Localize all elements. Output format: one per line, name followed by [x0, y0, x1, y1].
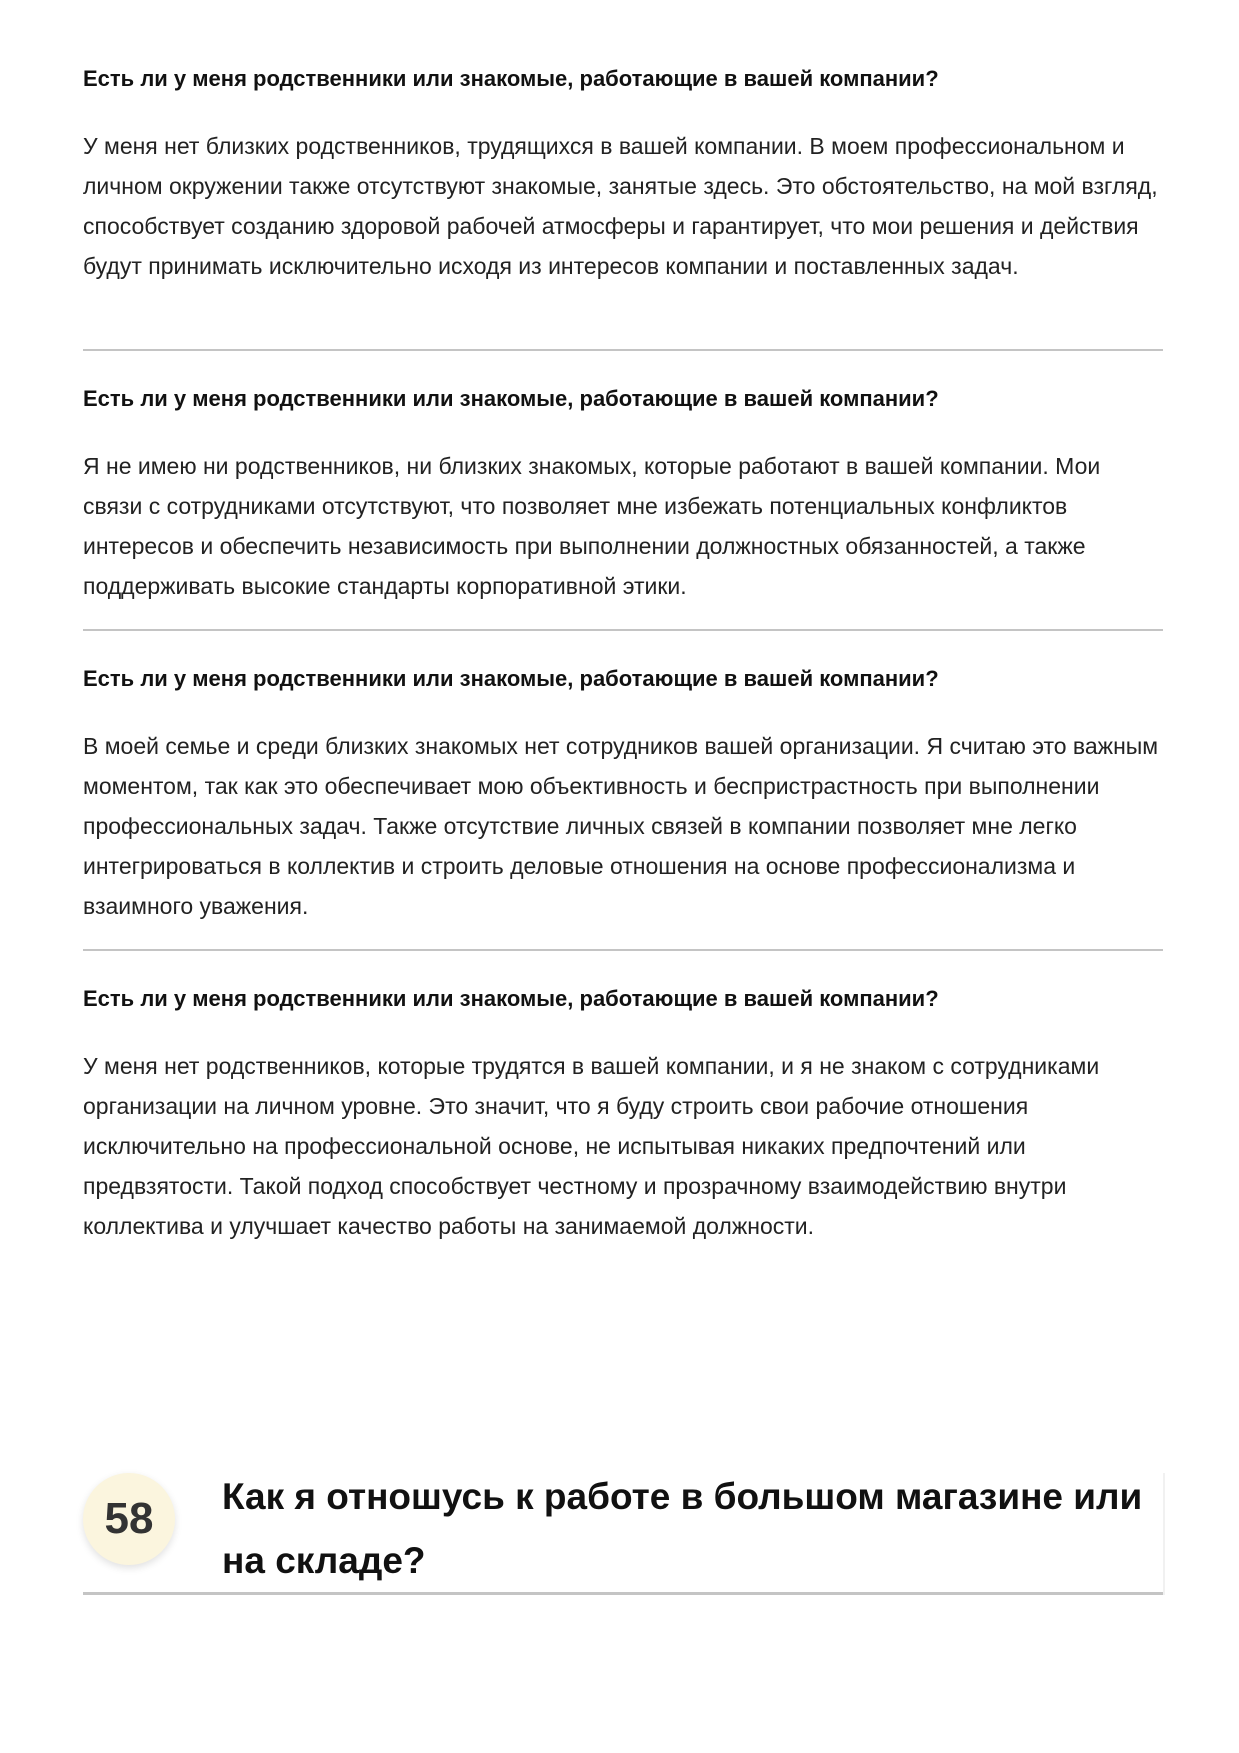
section-title: Как я отношусь к работе в большом магазине или на складе?	[222, 1476, 1143, 1581]
section-divider	[83, 1592, 1163, 1595]
section-number-badge: 58	[83, 1473, 175, 1565]
section-header	[83, 1465, 1163, 1595]
answer-paragraph: У меня нет родственников, которые трудятся в вашей компании, и я не знаком с сотрудниками организации на личном уровне. Это значит, что я буду строить свои рабочие отношения исключительно на профессиональной основе, не испытывая никаких предпочтений или предвзятости. Такой подход способствует честному и прозрачному взаимодействию внутри коллектива и улучшает качество работы на занимаемой должности.	[83, 1053, 1100, 1239]
answer-paragraph: У меня нет близких родственников, трудящихся в вашей компании. В моем профессиональном и личном окружении также отсутствуют знакомые, занятые здесь. Это обстоятельство, на мой взгляд, способствует созданию здоровой рабочей атмосферы и гарантирует, что мои решения и действия будут принимать исключительно исходя из интересов компании и поставленных задач.	[83, 133, 1158, 279]
question-heading: Есть ли у меня родственники или знакомые, работающие в вашей компании?	[83, 666, 939, 691]
qa-item	[83, 384, 1163, 606]
qa-item	[83, 64, 1163, 286]
qa-item	[83, 664, 1163, 926]
question-heading: Есть ли у меня родственники или знакомые, работающие в вашей компании?	[83, 66, 939, 91]
answer-paragraph: В моей семье и среди близких знакомых нет сотрудников вашей организации. Я считаю это важным моментом, так как это обеспечивает мою объективность и беспристрастность при выполнении профессиональных задач. Также отсутствие личных связей в компании позволяет мне легко интегрироваться в коллектив и строить деловые отношения на основе профессионализма и взаимного уважения.	[83, 733, 1159, 919]
divider	[83, 629, 1163, 631]
divider	[83, 349, 1163, 351]
divider	[83, 949, 1163, 951]
qa-item	[83, 984, 1163, 1246]
question-heading: Есть ли у меня родственники или знакомые, работающие в вашей компании?	[83, 386, 939, 411]
answer-paragraph: Я не имею ни родственников, ни близких знакомых, которые работают в вашей компании. Мои связи с сотрудниками отсутствуют, что позволяет мне избежать потенциальных конфликтов интересов и обеспечить независимость при выполнении должностных обязанностей, а также поддерживать высокие стандарты корпоративной этики.	[83, 453, 1101, 599]
question-heading: Есть ли у меня родственники или знакомые, работающие в вашей компании?	[83, 986, 939, 1011]
